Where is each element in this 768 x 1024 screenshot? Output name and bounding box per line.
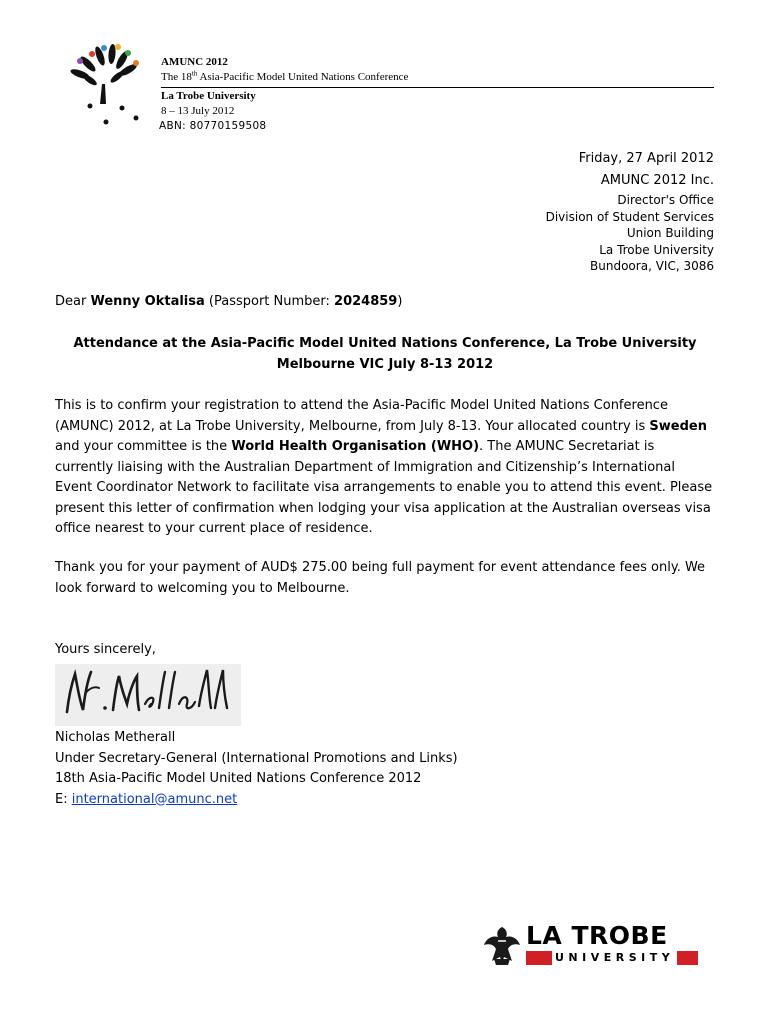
signatory-block bbox=[55, 728, 715, 810]
payment-paragraph: Thank you for your payment of AUD$ 275.00 being full payment for event attendance fees only. We look forward to welcoming you to Melbourne. bbox=[55, 560, 706, 596]
abn-number: ABN: 80770159508 bbox=[159, 120, 267, 132]
letter-date: Friday, 27 April 2012 bbox=[578, 151, 714, 166]
address-line: Bundoora, VIC, 3086 bbox=[590, 259, 714, 273]
closing-phrase: Yours sincerely, bbox=[55, 642, 156, 657]
email-link[interactable]: international@amunc.net bbox=[71, 791, 238, 807]
address-line: La Trobe University bbox=[599, 242, 714, 257]
host-university: La Trobe University bbox=[161, 90, 256, 102]
signatory-title: Under Secretary-General (International Promotions and Links) bbox=[55, 750, 458, 766]
conference-full-name: The 18th Asia-Pacific Model United Nations Conference bbox=[161, 69, 409, 83]
la-trobe-logo bbox=[480, 921, 698, 969]
sender-organisation: AMUNC 2012 Inc. bbox=[600, 173, 714, 188]
signatory-conference: 18th Asia-Pacific Model United Nations Conference 2012 bbox=[55, 771, 422, 786]
recipient-name: Wenny Oktalisa bbox=[90, 294, 205, 309]
address-line: Division of Student Services bbox=[545, 209, 714, 224]
address-line: Union Building bbox=[626, 226, 714, 240]
eagle-crest-icon bbox=[480, 923, 524, 967]
header-divider bbox=[161, 87, 714, 88]
sender-address bbox=[546, 192, 714, 275]
conference-dates: 8 – 13 July 2012 bbox=[161, 105, 235, 117]
signatory-name: Nicholas Metherall bbox=[55, 730, 176, 745]
amunc-tree-logo bbox=[62, 42, 162, 132]
signature-icon bbox=[55, 664, 241, 726]
salutation: Dear Wenny Oktalisa (Passport Number: 2024859) bbox=[55, 294, 403, 309]
letter-subject: Attendance at the Asia-Pacific Model United Nations Conference, La Trobe University Melbourne VIC July 8-13 2012 bbox=[73, 336, 697, 372]
signatory-email-line: E: international@amunc.net bbox=[55, 791, 238, 807]
brand-name: LA TROBE bbox=[526, 921, 668, 950]
tree-icon bbox=[69, 44, 139, 125]
passport-number: 2024859 bbox=[334, 294, 398, 309]
brand-subtitle: UNIVERSITY bbox=[552, 951, 677, 965]
address-line: Director's Office bbox=[617, 193, 714, 207]
allocated-committee: World Health Organisation (WHO) bbox=[231, 439, 480, 454]
signature-image bbox=[55, 664, 241, 726]
allocated-country: Sweden bbox=[649, 418, 707, 434]
conference-short-name: AMUNC 2012 bbox=[161, 56, 228, 68]
confirmation-paragraph: This is to confirm your registration to attend the Asia-Pacific Model United Nations Conference (AMUNC) 2012, at La Trobe University, Melbourne, from July 8-13. Your allocated country is Sweden and your committee is the World Health Organisation (WHO). The AMUNC Secretariat is currently liaising with the Australian Department of Immigration and Citizenship’s International Event Coordinator Network to facilitate visa arrangements to enable you to attend this event. Please present this letter of confirmation when lodging your visa application at the Australian overseas visa office nearest to your current place of residence. bbox=[55, 398, 713, 536]
